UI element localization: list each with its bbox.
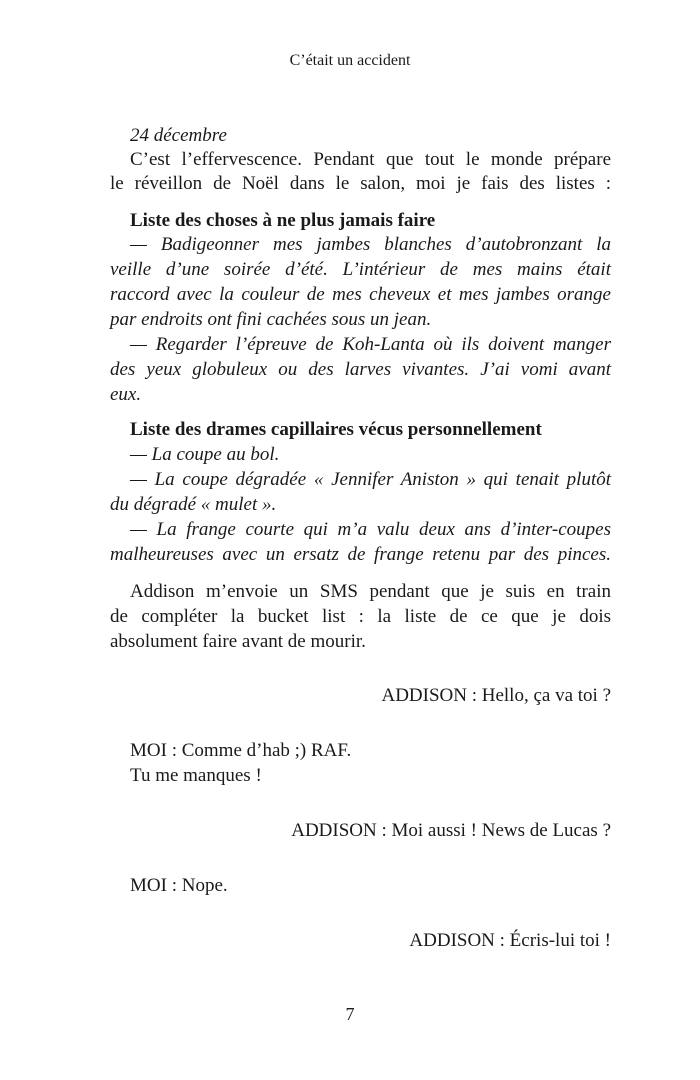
list-title: Liste des drames capillaires vécus personnellement xyxy=(130,419,542,440)
entry-date: 24 décembre xyxy=(130,125,227,146)
sms-message-moi: Tu me manques ! xyxy=(130,765,262,786)
list-line: veille d’une soirée d’été. L’intérieur de mes mains était xyxy=(110,259,611,280)
list-line: par endroits ont fini cachées sous un jean. xyxy=(110,309,432,330)
list-line: des yeux globuleux ou des larves vivantes. J’ai vomi avant xyxy=(110,359,611,380)
sms-message-addison: ADDISON : Hello, ça va toi ? xyxy=(381,685,611,706)
text-line: Addison m’envoie un SMS pendant que je suis en train xyxy=(130,581,611,602)
sms-message-addison: ADDISON : Moi aussi ! News de Lucas ? xyxy=(291,820,611,841)
list-line: malheureuses avec un ersatz de frange retenu par des pinces. xyxy=(110,544,611,565)
page-number: 7 xyxy=(345,1004,355,1024)
list-line: du dégradé « mulet ». xyxy=(110,494,277,515)
list-line: — La coupe au bol. xyxy=(130,444,280,465)
sms-message-addison: ADDISON : Écris-lui toi ! xyxy=(409,930,611,951)
text-line: de compléter la bucket list : la liste de ce que je dois xyxy=(110,606,611,627)
list-line: — La frange courte qui m’a valu deux ans d’inter-coupes xyxy=(130,519,611,540)
sms-message-moi: MOI : Nope. xyxy=(130,875,228,896)
sms-message-moi: MOI : Comme d’hab ;) RAF. xyxy=(130,740,352,761)
list-line: — Badigeonner mes jambes blanches d’autobronzant la xyxy=(130,234,611,255)
list-line: raccord avec la couleur de mes cheveux et mes jambes orange xyxy=(110,284,611,305)
running-header: C’était un accident xyxy=(289,52,411,69)
list-line: — La coupe dégradée « Jennifer Aniston » qui tenait plutôt xyxy=(130,469,611,490)
list-line: eux. xyxy=(110,384,142,405)
text-line: absolument faire avant de mourir. xyxy=(110,631,366,652)
text-line: C’est l’effervescence. Pendant que tout le monde prépare xyxy=(130,149,611,170)
list-title: Liste des choses à ne plus jamais faire xyxy=(130,210,436,231)
text-line: le réveillon de Noël dans le salon, moi je fais des listes : xyxy=(110,173,611,194)
list-line: — Regarder l’épreuve de Koh-Lanta où ils doivent manger xyxy=(130,334,611,355)
